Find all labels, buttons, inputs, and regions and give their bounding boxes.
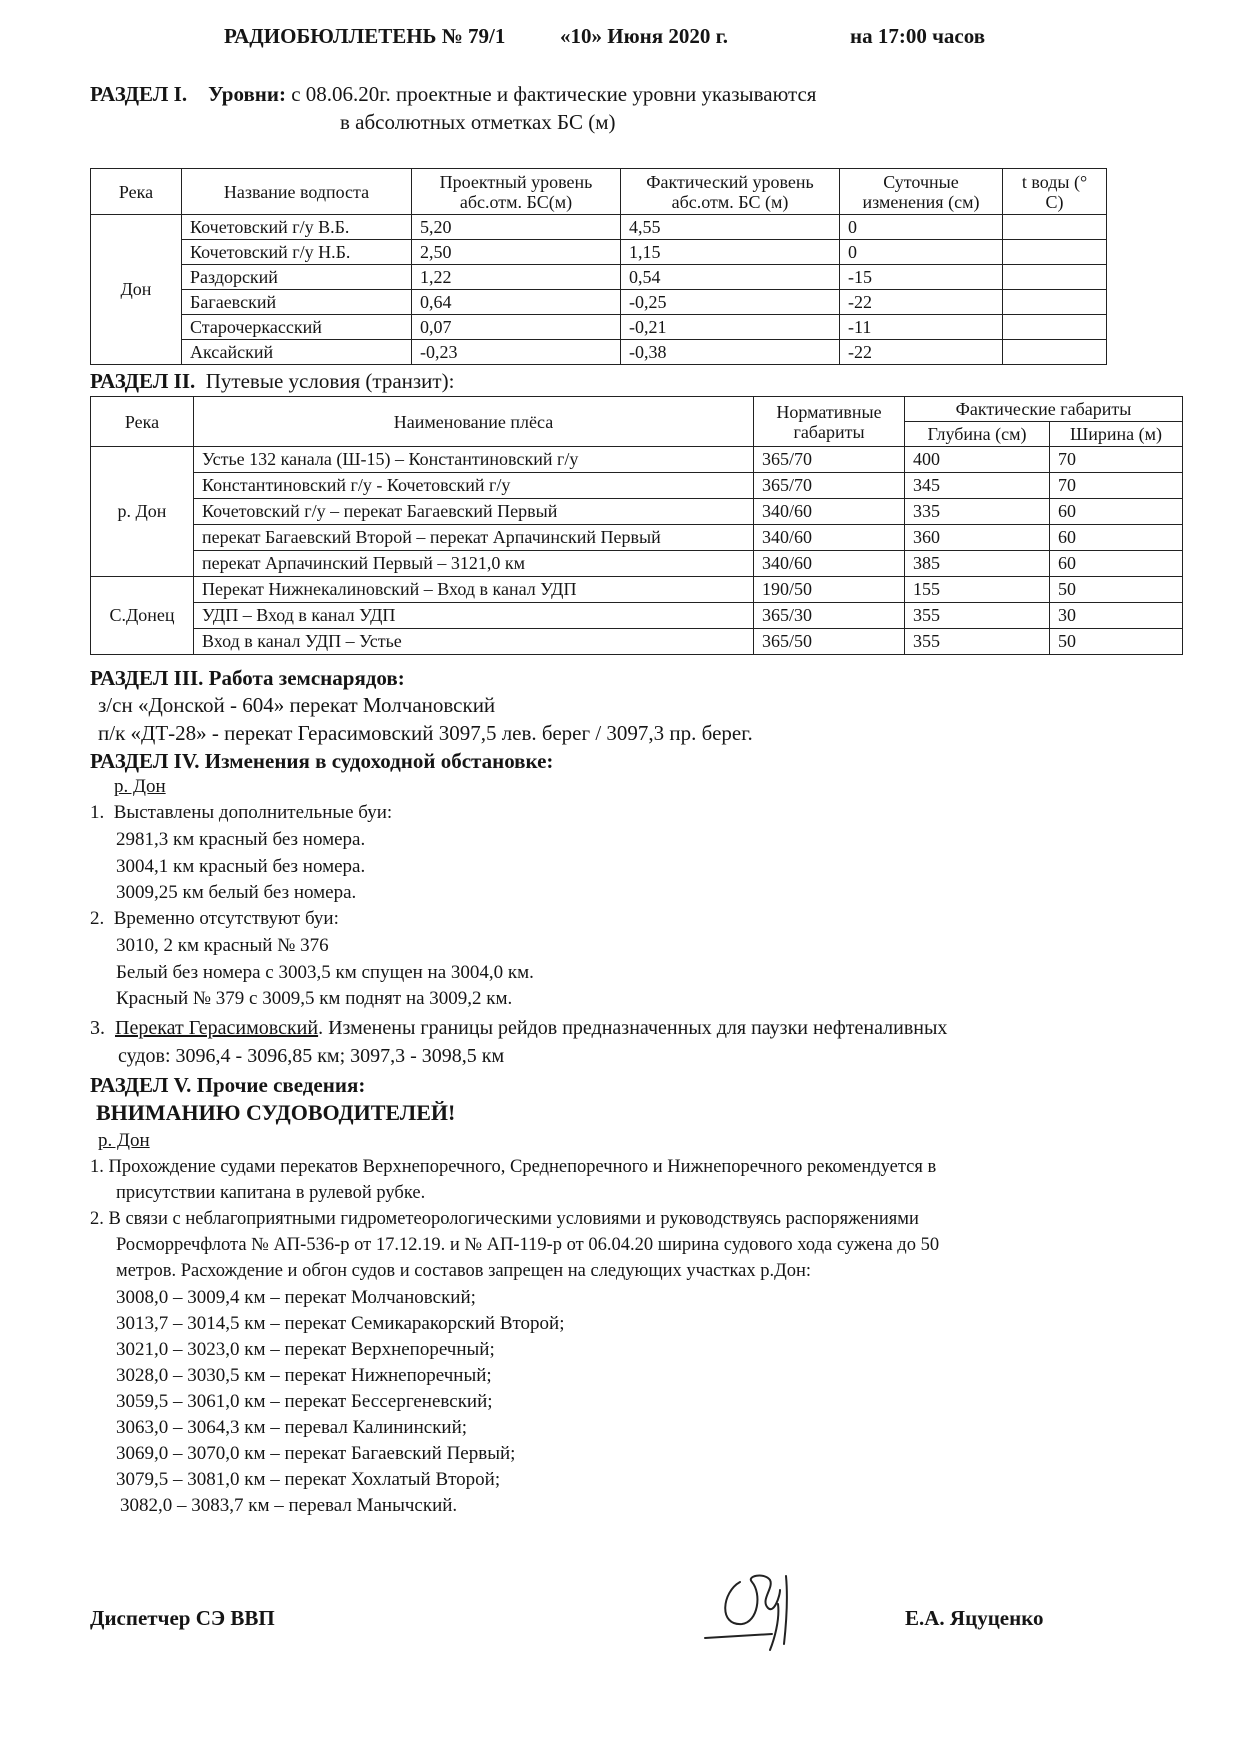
section4-heading: РАЗДЕЛ IV. Изменения в судоходной обстановке: xyxy=(90,749,554,773)
section5-river: р. Дон xyxy=(98,1130,150,1151)
transit-river-cell: р. Дон xyxy=(91,447,194,577)
levels-fact-cell: 4,55 xyxy=(621,215,840,240)
transit-depth-cell: 355 xyxy=(905,629,1050,655)
levels-change-cell: 0 xyxy=(840,215,1003,240)
section4-item3-line xyxy=(90,1017,947,1040)
levels-post-cell: Старочеркасский xyxy=(182,315,412,340)
transit-norm-cell: 365/70 xyxy=(754,447,905,473)
transit-norm-cell: 340/60 xyxy=(754,525,905,551)
section2-label: Путевые условия (транзит): xyxy=(205,369,455,393)
section5-p2-line1: 2. В связи с неблагоприятными гидрометеорологическими условиями и руководствуясь распоряжениями xyxy=(90,1209,919,1229)
section5-segment: 3079,5 – 3081,0 км – перекат Хохлатый Второй; xyxy=(116,1469,501,1490)
levels-change-cell: -11 xyxy=(840,315,1003,340)
levels-temp-cell xyxy=(1003,265,1107,290)
levels-temp-cell xyxy=(1003,215,1107,240)
bulletin-date: «10» Июня 2020 г. xyxy=(560,24,729,48)
section4-item3-line2: судов: 3096,4 - 3096,85 км; 3097,3 - 3098,5 км xyxy=(118,1045,505,1067)
section5-segment: 3059,5 – 3061,0 км – перекат Бессергеневский; xyxy=(116,1391,493,1412)
levels-temp-cell xyxy=(1003,340,1107,365)
signer-position: Диспетчер СЭ ВВП xyxy=(90,1606,275,1630)
transit-width-cell: 70 xyxy=(1050,473,1183,499)
section5-heading: РАЗДЕЛ V. Прочие сведения: xyxy=(90,1073,366,1097)
section1-text1: с 08.06.20г. проектные и фактические уровни указываются xyxy=(291,82,817,106)
table-row xyxy=(91,499,1183,525)
table-row xyxy=(91,340,1107,365)
section2-heading: РАЗДЕЛ II. xyxy=(90,369,196,393)
signature-icon xyxy=(700,1568,830,1658)
transit-name-cell: перекат Арпачинский Первый – 3121,0 км xyxy=(194,551,754,577)
table-row xyxy=(91,577,1183,603)
transit-width-cell: 50 xyxy=(1050,629,1183,655)
section4-item2-line: 3010, 2 км красный № 376 xyxy=(116,935,329,956)
section4-item2-title: Временно отсутствуют буи: xyxy=(113,908,339,929)
section4-item3-num: 3. xyxy=(90,1017,105,1039)
section4-item1-title-line xyxy=(90,802,392,824)
section4-river: р. Дон xyxy=(114,776,166,797)
transit-col-norm: Нормативные габариты xyxy=(754,397,905,447)
transit-col-depth: Глубина (см) xyxy=(905,422,1050,447)
levels-post-cell: Аксайский xyxy=(182,340,412,365)
section4-item2-line: Белый без номера с 3003,5 км спущен на 3004,0 км. xyxy=(116,962,534,983)
signer-name: Е.А. Яцуценко xyxy=(905,1606,1044,1630)
table-row xyxy=(91,473,1183,499)
levels-col-project: Проектный уровень абс.отм. БС(м) xyxy=(412,169,621,215)
section5-segment: 3021,0 – 3023,0 км – перекат Верхнепоречный; xyxy=(116,1339,495,1360)
table-row xyxy=(91,447,1183,473)
transit-name-cell: УДП – Вход в канал УДП xyxy=(194,603,754,629)
transit-name-cell: Константиновский г/у - Кочетовский г/у xyxy=(194,473,754,499)
section5-attention: ВНИМАНИЮ СУДОВОДИТЕЛЕЙ! xyxy=(96,1100,456,1125)
section5-p1-line2: присутствии капитана в рулевой рубке. xyxy=(116,1183,426,1203)
levels-change-cell: -15 xyxy=(840,265,1003,290)
table-row xyxy=(91,240,1107,265)
section5-segment: 3069,0 – 3070,0 км – перекат Багаевский Первый; xyxy=(116,1443,516,1464)
levels-post-cell: Кочетовский г/у В.Б. xyxy=(182,215,412,240)
section5-segment: 3028,0 – 3030,5 км – перекат Нижнепоречный; xyxy=(116,1365,492,1386)
transit-name-cell: перекат Багаевский Второй – перекат Арпачинский Первый xyxy=(194,525,754,551)
transit-name-cell: Перекат Нижнекалиновский – Вход в канал УДП xyxy=(194,577,754,603)
levels-temp-cell xyxy=(1003,290,1107,315)
levels-col-temp: t воды (° С) xyxy=(1003,169,1107,215)
transit-depth-cell: 155 xyxy=(905,577,1050,603)
transit-depth-cell: 355 xyxy=(905,603,1050,629)
table-row xyxy=(91,215,1107,240)
levels-fact-cell: 0,54 xyxy=(621,265,840,290)
transit-width-cell: 50 xyxy=(1050,577,1183,603)
section5-segment: 3082,0 – 3083,7 км – перевал Манычский. xyxy=(120,1495,458,1516)
levels-table xyxy=(90,168,1107,365)
levels-change-cell: -22 xyxy=(840,290,1003,315)
transit-depth-cell: 385 xyxy=(905,551,1050,577)
levels-post-cell: Багаевский xyxy=(182,290,412,315)
levels-fact-cell: -0,25 xyxy=(621,290,840,315)
section1-heading: РАЗДЕЛ I. xyxy=(90,82,188,106)
levels-change-cell: 0 xyxy=(840,240,1003,265)
section1-text2: в абсолютных отметках БС (м) xyxy=(340,110,616,134)
section5-p2-line3: метров. Расхождение и обгон судов и составов запрещен на следующих участках р.Дон: xyxy=(116,1261,812,1281)
levels-col-river: Река xyxy=(91,169,182,215)
section4-item2-num: 2. xyxy=(90,908,105,929)
bulletin-title: РАДИОБЮЛЛЕТЕНЬ № 79/1 xyxy=(224,24,506,48)
table-row xyxy=(91,525,1183,551)
table-row xyxy=(91,265,1107,290)
levels-temp-cell xyxy=(1003,315,1107,340)
table-row xyxy=(91,629,1183,655)
transit-width-cell: 60 xyxy=(1050,499,1183,525)
levels-change-cell: -22 xyxy=(840,340,1003,365)
section5-p2-line2: Росморречфлота № АП-536-р от 17.12.19. и № АП-119-р от 06.04.20 ширина судового хода сужена до 50 xyxy=(116,1235,940,1255)
transit-depth-cell: 400 xyxy=(905,447,1050,473)
levels-project-cell: -0,23 xyxy=(412,340,621,365)
section4-item2-title-line xyxy=(90,908,339,930)
levels-post-cell: Кочетовский г/у Н.Б. xyxy=(182,240,412,265)
transit-norm-cell: 340/60 xyxy=(754,551,905,577)
transit-norm-cell: 340/60 xyxy=(754,499,905,525)
levels-project-cell: 5,20 xyxy=(412,215,621,240)
section4-item1-line: 3004,1 км красный без номера. xyxy=(116,856,366,877)
section3-line-2: п/к «ДТ-28» - перекат Герасимовский 3097,5 лев. берег / 3097,3 пр. берег. xyxy=(98,721,753,745)
section5-segment: 3008,0 – 3009,4 км – перекат Молчановский; xyxy=(116,1287,476,1308)
section4-item1-line: 3009,25 км белый без номера. xyxy=(116,882,357,903)
levels-post-cell: Раздорский xyxy=(182,265,412,290)
section3-line-1: з/сн «Донской - 604» перекат Молчановский xyxy=(98,693,496,717)
levels-project-cell: 1,22 xyxy=(412,265,621,290)
section1-label: Уровни: xyxy=(208,82,286,106)
transit-width-cell: 70 xyxy=(1050,447,1183,473)
transit-norm-cell: 365/30 xyxy=(754,603,905,629)
levels-fact-cell: 1,15 xyxy=(621,240,840,265)
transit-river-cell: С.Донец xyxy=(91,577,194,655)
section4-item3-text: . Изменены границы рейдов предназначенных для паузки нефтеналивных xyxy=(318,1017,948,1039)
transit-col-name: Наименование плёса xyxy=(194,397,754,447)
table-row xyxy=(91,315,1107,340)
levels-project-cell: 0,64 xyxy=(412,290,621,315)
transit-table xyxy=(90,396,1183,655)
transit-width-cell: 60 xyxy=(1050,551,1183,577)
transit-norm-cell: 365/70 xyxy=(754,473,905,499)
levels-project-cell: 2,50 xyxy=(412,240,621,265)
section2-heading-line xyxy=(90,369,454,394)
levels-fact-cell: -0,38 xyxy=(621,340,840,365)
transit-name-cell: Вход в канал УДП – Устье xyxy=(194,629,754,655)
transit-name-cell: Кочетовский г/у – перекат Багаевский Первый xyxy=(194,499,754,525)
transit-width-cell: 30 xyxy=(1050,603,1183,629)
transit-norm-cell: 190/50 xyxy=(754,577,905,603)
section4-item1-num: 1. xyxy=(90,802,105,823)
levels-temp-cell xyxy=(1003,240,1107,265)
section3-heading: РАЗДЕЛ III. Работа земснарядов: xyxy=(90,666,405,690)
transit-col-width: Ширина (м) xyxy=(1050,422,1183,447)
transit-depth-cell: 360 xyxy=(905,525,1050,551)
transit-depth-cell: 345 xyxy=(905,473,1050,499)
table-row xyxy=(91,603,1183,629)
section4-item2-line: Красный № 379 с 3009,5 км поднят на 3009,2 км. xyxy=(116,988,513,1009)
table-row xyxy=(91,290,1107,315)
transit-name-cell: Устье 132 канала (Ш-15) – Константиновский г/у xyxy=(194,447,754,473)
section5-segment: 3013,7 – 3014,5 км – перекат Семикаракорский Второй; xyxy=(116,1313,565,1334)
transit-depth-cell: 335 xyxy=(905,499,1050,525)
levels-fact-cell: -0,21 xyxy=(621,315,840,340)
section1-heading-line xyxy=(90,82,816,107)
levels-col-fact: Фактический уровень абс.отм. БС (м) xyxy=(621,169,840,215)
bulletin-time: на 17:00 часов xyxy=(850,24,986,48)
transit-col-fact: Фактические габариты xyxy=(905,397,1183,422)
transit-col-river: Река xyxy=(91,397,194,447)
levels-river-cell: Дон xyxy=(91,215,182,365)
levels-col-post: Название водпоста xyxy=(182,169,412,215)
section4-item1-title: Выставлены дополнительные буи: xyxy=(113,802,393,823)
transit-norm-cell: 365/50 xyxy=(754,629,905,655)
levels-project-cell: 0,07 xyxy=(412,315,621,340)
section4-item3-place: Перекат Герасимовский xyxy=(115,1017,319,1039)
transit-width-cell: 60 xyxy=(1050,525,1183,551)
table-row xyxy=(91,551,1183,577)
section5-p1-line1: 1. Прохождение судами перекатов Верхнепоречного, Среднепоречного и Нижнепоречного рекомендуется в xyxy=(90,1157,937,1177)
section4-item1-line: 2981,3 км красный без номера. xyxy=(116,829,366,850)
section5-segment: 3063,0 – 3064,3 км – перевал Калининский; xyxy=(116,1417,468,1438)
levels-col-change: Суточные изменения (см) xyxy=(840,169,1003,215)
